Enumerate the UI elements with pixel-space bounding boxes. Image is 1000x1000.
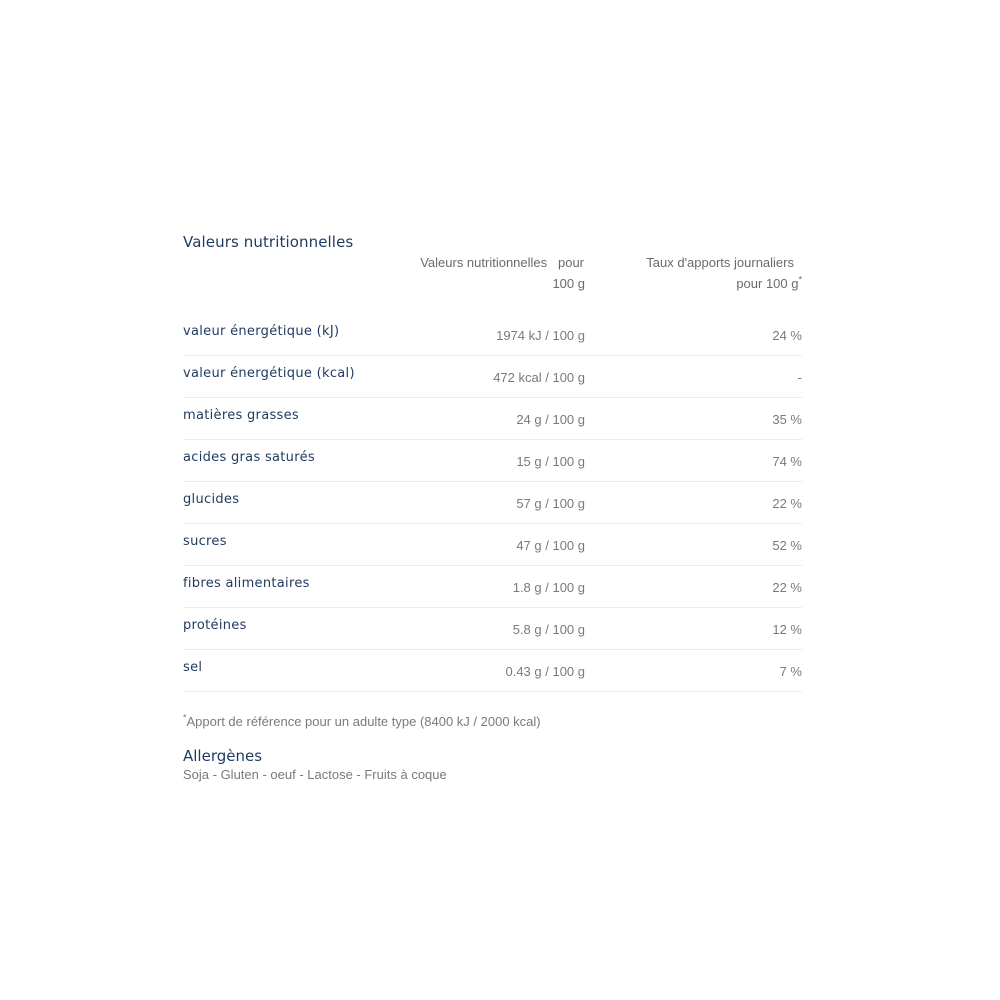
header-spacer [183,252,411,314]
table-row [183,356,802,398]
nutrient-name: fibres alimentaires [183,576,310,591]
nutrient-value: 472 kcal / 100 g [493,370,585,385]
nutrient-daily-percent: 35 % [772,412,802,427]
footnote-marker: * [183,712,187,723]
header-daily-line2: pour 100 g [736,276,799,291]
nutrition-title: Valeurs nutritionnelles [183,233,354,251]
nutrient-name: sel [183,660,203,675]
table-row [183,608,802,650]
nutrient-name: protéines [183,618,247,633]
table-row [183,524,802,566]
reference-footnote [183,713,802,731]
nutrient-daily-percent: 22 % [772,496,802,511]
nutrition-table [183,314,802,692]
nutrient-value: 24 g / 100 g [516,412,585,427]
nutrient-value: 57 g / 100 g [516,496,585,511]
header-values-line1: Valeurs nutritionnelles pour [420,255,584,270]
nutrient-value: 1.8 g / 100 g [512,580,585,595]
header-daily-marker: * [798,274,802,285]
nutrient-name: valeur énergétique (kJ) [183,324,340,339]
nutrient-value: 0.43 g / 100 g [505,664,585,679]
nutrient-value: 5.8 g / 100 g [512,622,585,637]
nutrient-daily-percent: 22 % [772,580,802,595]
table-row [183,650,802,692]
nutrient-name: glucides [183,492,240,507]
table-row [183,482,802,524]
allergens-title: Allergènes [183,747,263,765]
table-row [183,398,802,440]
table-row [183,440,802,482]
nutrient-name: matières grasses [183,408,299,423]
header-values-line2: 100 g [552,276,585,291]
table-row [183,314,802,356]
header-daily-intake [585,252,802,314]
nutrient-value: 1974 kJ / 100 g [496,328,585,343]
nutrient-daily-percent: 24 % [772,328,802,343]
footnote-text: Apport de référence pour un adulte type (8400 kJ / 2000 kcal) [186,714,541,729]
table-row [183,566,802,608]
nutrient-name: acides gras saturés [183,450,315,465]
nutrient-name: valeur énergétique (kcal) [183,366,355,381]
nutrition-panel [183,232,802,784]
nutrient-name: sucres [183,534,227,549]
nutrient-daily-percent: 12 % [772,622,802,637]
nutrient-value: 15 g / 100 g [516,454,585,469]
header-values-per-100g [411,252,585,314]
nutrition-table-header [183,252,802,314]
nutrient-daily-percent: - [797,370,802,385]
nutrient-daily-percent: 7 % [779,664,802,679]
nutrient-daily-percent: 52 % [772,538,802,553]
nutrient-value: 47 g / 100 g [516,538,585,553]
header-daily-line2-wrap [585,273,802,294]
allergens-list: Soja - Gluten - oeuf - Lactose - Fruits à coque [183,767,447,782]
header-daily-line1: Taux d'apports journaliers [646,255,794,270]
nutrient-daily-percent: 74 % [772,454,802,469]
